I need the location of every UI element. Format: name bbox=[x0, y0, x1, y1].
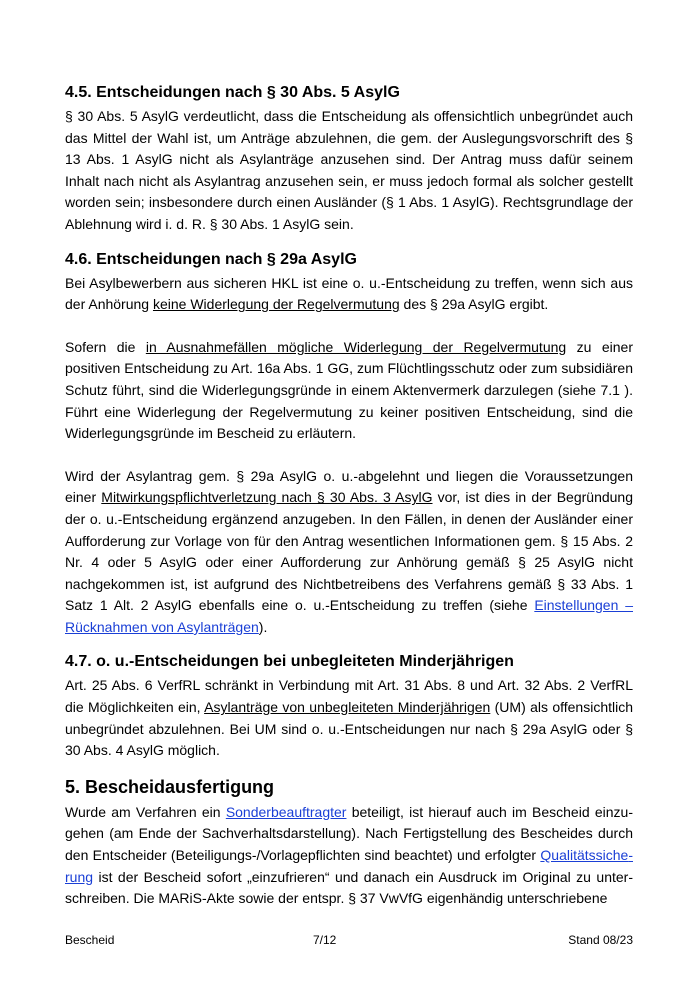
heading-4-6: 4.6. Entscheidungen nach § 29a AsylG bbox=[65, 250, 357, 268]
heading-4-7: 4.7. o. u.-Entscheidungen bei unbegleiteten Minderjährigen bbox=[65, 653, 514, 671]
paragraph-5: Wurde am Verfahren ein Sonderbeauftragter beteiligt, ist hierauf auch im Bescheid einzugehen (am Ende der Sachverhaltsdarstellung). Nach Fertigstellung des Bescheides durch den Entscheider (Beteiligungs-/Vorlagepflichten sind beachtet) und erfolgter Qualitätssicherung ist der Bescheid sofort „einzufrieren“ und danach ein Ausdruck im Original zu unterschreiben. Die MARiS-Akte sowie der entspr. § 37 VwVfG eigenhändig unterschriebene bbox=[65, 803, 633, 907]
underlined-phrase: keine Widerlegung der Regelvermutung bbox=[152, 296, 400, 313]
paragraph-4-6-3: Wird der Asylantrag gem. § 29a AsylG o. u.-abgelehnt und liegen die Voraussetzungen einer Mitwirkungspflichtverletzung nach § 30 Abs. 3 AsylG vor, ist dies in der Begründung der o. u.-Entscheidung ergänzend anzugeben. In den Fällen, in denen der Ausländer einer Aufforderung zur Vorlage von für den Antrag wesentlichen Informationen gem. § 15 Abs. 2 Nr. 4 oder 5 AsylG oder einer Aufforderung zur Anhörung gemäß § 25 AsylG nicht nachgekommen ist, ist aufgrund des Nichtbetreibens des Verfahrens gemäß § 33 Abs. 1 Satz 1 Alt. 2 AsylG ebenfalls eine o. u.-Entscheidung zu treffen (siehe Einstellungen – Rücknahmen von Asylanträgen). bbox=[65, 467, 633, 635]
footer-left: Bescheid bbox=[65, 933, 115, 947]
heading-4-5: 4.5. Entscheidungen nach § 30 Abs. 5 AsylG bbox=[65, 84, 400, 101]
underlined-phrase: Mitwirkungspflichtverletzung nach § 30 Abs. 3 AsylG bbox=[101, 489, 433, 506]
link-einstellungen-ruecknahmen[interactable]: Einstellungen – Rücknahmen von Asylanträgen bbox=[65, 597, 633, 635]
heading-5: 5. Bescheidausfertigung bbox=[65, 776, 275, 797]
page-number: 7/12 bbox=[313, 933, 337, 947]
paragraph-4-6-2: Sofern die in Ausnahmefällen mögliche Widerlegung der Regelvermutung zu einer positiven Entscheidung zu Art. 16a Abs. 1 GG, zum Flüchtlingsschutz oder zum subsidiären Schutz führt, sind die Widerlegungsgründe in einem Aktenvermerk darzulegen (siehe 7.1 ). Führt eine Widerlegung der Regelvermutung zu keiner positiven Entscheidung, sind die Widerlegungsgründe im Bescheid zu erläutern. bbox=[65, 338, 633, 442]
link-qualitaetssicherung[interactable]: Qualitätssicherung bbox=[65, 847, 633, 885]
paragraph-4-5: § 30 Abs. 5 AsylG verdeutlicht, dass die Entscheidung als offensichtlich unbegründet auch das Mittel der Wahl ist, um Anträge abzulehnen, die gem. der Auslegungsvorschrift des § 13 Abs. 1 AsylG nicht als Asylanträge anzusehen sind. Der Antrag muss dafür seinem Inhalt nach nicht als Asylantrag anzusehen sein, er muss jedoch formal als solcher gestellt worden sein; insbesondere durch einen Ausländer (§ 1 Abs. 1 AsylG). Rechtsgrundlage der Ablehnung wird i. d. R. § 30 Abs. 1 AsylG sein. bbox=[65, 108, 633, 232]
paragraph-4-7: Art. 25 Abs. 6 VerfRL schränkt in Verbindung mit Art. 31 Abs. 8 und Art. 32 Abs. 2 VerfRL die Möglichkeiten ein, Asylanträge von unbegleiteten Minderjährigen (UM) als offensichtlich unbegründet abzulehnen. Bei UM sind o. u.-Entscheidungen nur nach § 29a AsylG oder § 30 Abs. 4 AsylG möglich. bbox=[65, 677, 633, 759]
underlined-phrase: in Ausnahmefällen mögliche Widerlegung der Regelvermutung bbox=[145, 338, 567, 355]
link-sonderbeauftragter[interactable]: Sonderbeauftragter bbox=[225, 803, 347, 820]
paragraph-4-6-1: Bei Asylbewerbern aus sicheren HKL ist eine o. u.-Entscheidung zu treffen, wenn sich aus der Anhörung keine Widerlegung der Regelvermutung des § 29a AsylG ergibt. bbox=[65, 274, 633, 313]
footer-right: Stand 08/23 bbox=[568, 933, 633, 947]
underlined-phrase: Asylanträge von unbegleiteten Minderjährigen bbox=[204, 699, 491, 716]
page-footer bbox=[65, 932, 633, 948]
page-content bbox=[65, 82, 633, 910]
